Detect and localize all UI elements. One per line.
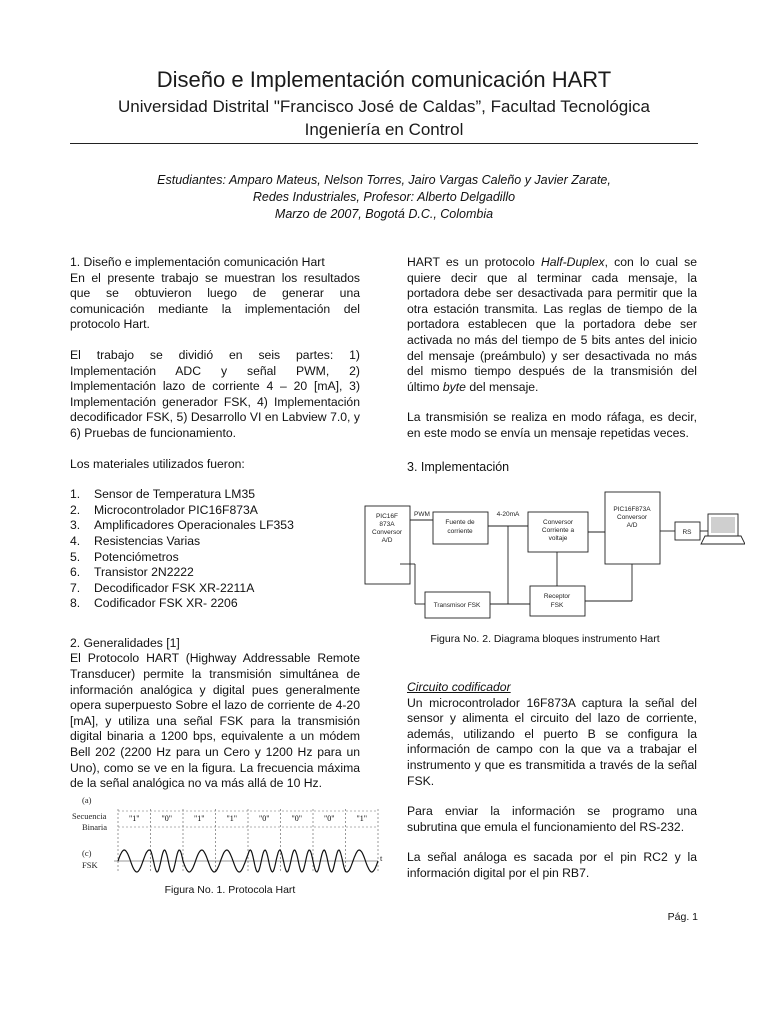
rs-label: RS (682, 529, 692, 536)
figure-1-caption: Figura No. 1. Protocola Hart (164, 884, 296, 896)
materials-list-item (70, 581, 360, 597)
half-duplex-term: Half-Duplex (540, 255, 605, 269)
list-number: 2. (70, 502, 81, 517)
left-column (70, 255, 360, 807)
pic1-line-1: PIC16F (375, 513, 399, 520)
list-text: Decodificador FSK XR-2211A (94, 580, 255, 595)
converter-line-2: Corriente a (541, 527, 575, 534)
list-number: 1. (70, 487, 81, 502)
current-range-label: 4-20mA (496, 511, 520, 518)
materials-list-item (70, 596, 360, 612)
computer-keyboard-icon (701, 536, 745, 544)
fig1-label-fsk: FSK (82, 860, 98, 870)
fig1-label-sequence: Secuencia (72, 811, 107, 821)
encoder-circuit-heading: Circuito codificador (407, 680, 511, 694)
encoder-paragraph-3: La señal análoga es sacada por el pin RC2 y la información digital por el pin RB7. (407, 850, 697, 880)
figure-2-caption: Figura No. 2. Diagrama bloques instrumento Hart (430, 633, 660, 645)
authors-line-2: Redes Industriales, Profesor: Alberto Delgadillo (252, 190, 516, 204)
burst-mode-paragraph: La transmisión se realiza en modo ráfaga, es decir, en este modo se envía un mensaje repetidas veces. (407, 410, 697, 440)
list-text: Transistor 2N2222 (94, 565, 194, 580)
materials-list (70, 487, 360, 612)
list-text: Resistencias Varias (94, 533, 201, 548)
list-number: 4. (70, 533, 81, 548)
list-text: Potenciómetros (94, 549, 179, 564)
fig1-label-binary: Binaria (82, 822, 108, 832)
materials-intro: Los materiales utilizados fueron: (70, 456, 245, 471)
current-source-line-2: corriente (447, 528, 473, 535)
text-run: , con lo cual se quiere decir que al terminar cada mensaje, la portadora debe ser desactivada para permitir que la otra estación transmita. Las reglas de tiempo de la portadora establecen que la portadora debe ser activada no más del tiempo de 5 bits antes del inicio del mensaje (preámbulo) y ser desactivada no más del mismo tiempo después de la transmisión del último (407, 255, 697, 394)
section-2-paragraph: El Protocolo HART (Highway Addressable Remote Transducer) permite la transmisión simultánea de información analógica y digital pues generalmente opera superpuesto Sobre el lazo de corriente de 4-20 [mA], y utiliza una señal FSK para la transmisión digital binaria a 1200 bps, equivalente a un módem Bell 202 (2200 Hz para un Cero y 1200 Hz para un Uno), como se ve en la figura. La frecuencia máxima de la señal analógica no va más allá de 10 Hz. (70, 651, 360, 791)
current-source-line-1: Fuente de (445, 519, 475, 526)
encoder-circuit-section (407, 680, 697, 897)
bit-value: "0" (161, 814, 173, 823)
fig1-label-a: (a) (82, 795, 92, 805)
list-number: 7. (70, 580, 81, 595)
encoder-paragraph-1: Un microcontrolador 16F873A captura la señal del sensor y alimenta el circuito del lazo de corriente, además, utilizando el puerto B se configura la información de campo con la que va a trabajar el instrumento y que es transmitida a través de la señal FSK. (407, 695, 697, 788)
fig1-label-c: (c) (82, 848, 92, 858)
bit-value: "1" (193, 814, 205, 823)
section-1-paragraph-1: En el presente trabajo se muestran los resultados que se obtuvieron luego de generar una comunicación mediante la implementación del protocolo Hart. (70, 270, 360, 332)
fsk-receiver-line-1: Receptor (543, 593, 571, 600)
materials-list-item (70, 534, 360, 550)
pic1-line-3: Conversor (372, 529, 402, 536)
encoder-paragraph-2: Para enviar la información se programo una subrutina que emula el funcionamiento del RS-232. (407, 804, 697, 834)
hart-half-duplex-paragraph (407, 255, 697, 395)
paper-subtitle-program: Ingeniería en Control (304, 120, 464, 139)
materials-list-item (70, 565, 360, 581)
right-column (407, 255, 697, 457)
bit-value: "0" (291, 814, 303, 823)
materials-list-item (70, 550, 360, 566)
paper-subtitle: Universidad Distrital "Francisco José de Caldas”, Facultad Tecnológica (117, 97, 650, 116)
converter-line-3: voltaje (548, 535, 568, 542)
authors-line-1: Estudiantes: Amparo Mateus, Nelson Torres, Jairo Vargas Caleño y Javier Zarate, (157, 173, 611, 187)
pwm-label: PWM (414, 511, 430, 518)
pic2-line-3: A/D (626, 522, 638, 529)
computer-screen-icon (711, 517, 735, 533)
list-text: Microcontrolador PIC16F873A (94, 502, 258, 517)
byte-term: byte (442, 379, 466, 394)
bit-value: "1" (356, 814, 368, 823)
fsk-receiver-block (530, 586, 585, 616)
list-text: Amplificadores Operacionales LF353 (94, 518, 294, 533)
pic1-line-4: A/D (381, 537, 393, 544)
converter-line-1: Conversor (543, 519, 573, 526)
list-text: Sensor de Temperatura LM35 (94, 487, 256, 502)
page-number: Pág. 1 (667, 911, 698, 923)
list-number: 5. (70, 549, 81, 564)
figure-1-hart-protocol (70, 793, 390, 883)
fig1-label-t: t (380, 853, 383, 863)
list-number: 3. (70, 518, 81, 533)
authors-block (0, 172, 768, 223)
fsk-transmitter-label: Transmisor FSK (433, 602, 481, 609)
paper-title: Diseño e Implementación comunicación HART (156, 67, 612, 92)
section-1-heading: 1. Diseño e implementación comunicación Hart (70, 255, 325, 269)
bit-value: "1" (226, 814, 238, 823)
fsk-receiver-line-2: FSK (550, 602, 564, 609)
list-text: Codificador FSK XR- 2206 (94, 596, 238, 611)
materials-list-item (70, 518, 360, 534)
authors-line-3: Marzo de 2007, Bogotá D.C., Colombia (274, 207, 494, 221)
list-number: 6. (70, 565, 81, 580)
bit-value: "0" (258, 814, 270, 823)
section-2-heading: 2. Generalidades [1] (70, 635, 180, 650)
materials-list-item (70, 503, 360, 519)
section-1-paragraph-2: El trabajo se dividió en seis partes: 1) Implementación ADC y señal PWM, 2) Implementación lazo de corriente 4 – 20 [mA], 3) Implementación generador FSK, 4) Implementación decodificador FSK, 5) Desarrollo VI en Labview 7.0, y 6) Pruebas de funcionamiento. (70, 347, 360, 440)
header-rule (70, 143, 698, 144)
pic1-line-2: 873A (379, 521, 395, 528)
bit-value: "0" (323, 814, 335, 823)
materials-list-item (70, 487, 360, 503)
list-number: 8. (70, 596, 81, 611)
figure-2-block-diagram (345, 486, 745, 626)
section-3-heading: 3. Implementación (407, 460, 510, 474)
text-run: HART es un protocolo (407, 255, 541, 269)
bit-value: "1" (128, 814, 140, 823)
text-run: del mensaje. (465, 379, 539, 394)
pic2-line-2: Conversor (617, 514, 647, 521)
pic2-line-1: PIC16F873A (613, 506, 651, 513)
